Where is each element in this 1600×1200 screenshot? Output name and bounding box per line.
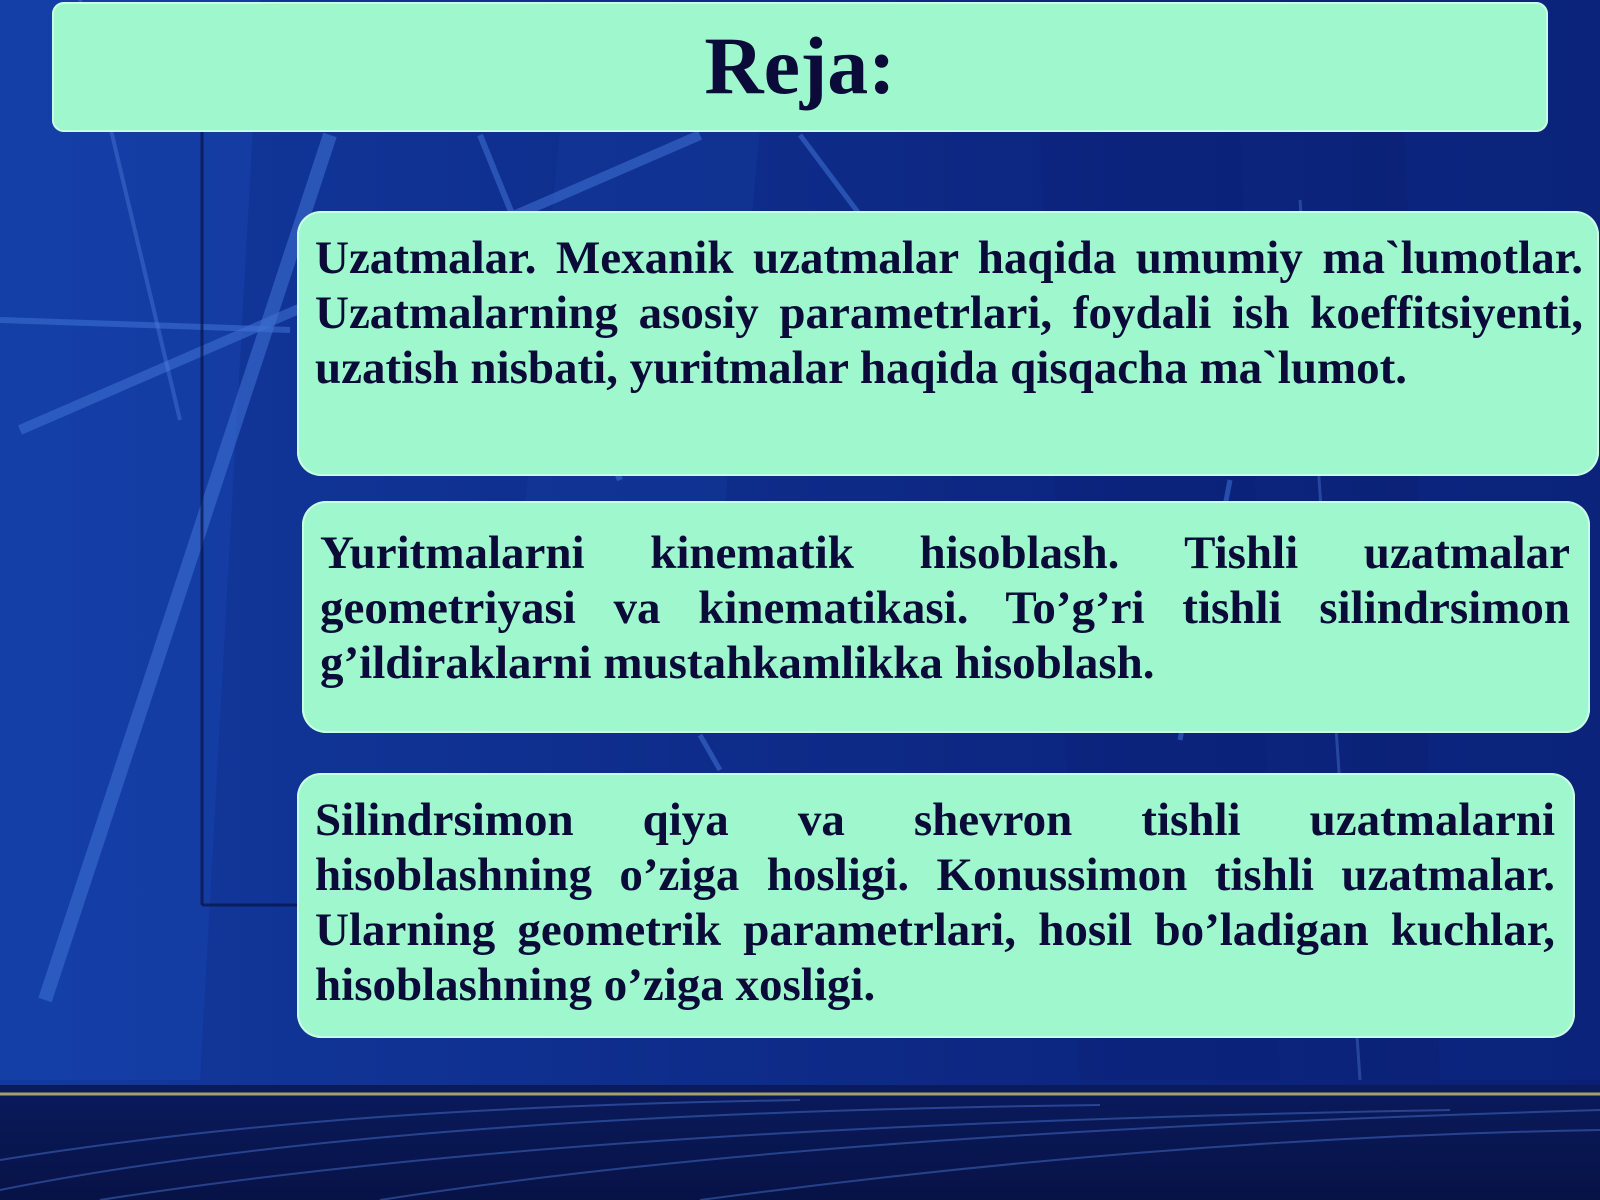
slide-title: Reja: <box>704 20 896 111</box>
plan-item-1-text: Uzatmalar. Mexanik uzatmalar haqida umumiy ma`lumotlar. Uzatmalarning asosiy parametrlari, foydali ish koeffitsiyenti, uzatish nisbati, yuritmalar haqida qisqacha ma`lumot. <box>315 232 1583 394</box>
plan-item-2 <box>302 501 1590 733</box>
title-box <box>52 2 1548 132</box>
plan-item-2-text: Yuritmalarni kinematik hisoblash. Tishli uzatmalar geometriyasi va kinematikasi. To’g’ri tishli silindrsimon g’ildiraklarni mustahkamlikka hisoblash. <box>320 527 1570 689</box>
plan-item-3-text: Silindrsimon qiya va shevron tishli uzatmalarni hisoblashning o’ziga hosligi. Konussimon tishli uzatmalar. Ularning geometrik parametrlari, hosil bo’ladigan kuchlar, hisoblashning o’ziga xosligi. <box>315 794 1555 1011</box>
plan-item-1 <box>297 211 1599 476</box>
plan-item-3 <box>297 773 1575 1038</box>
